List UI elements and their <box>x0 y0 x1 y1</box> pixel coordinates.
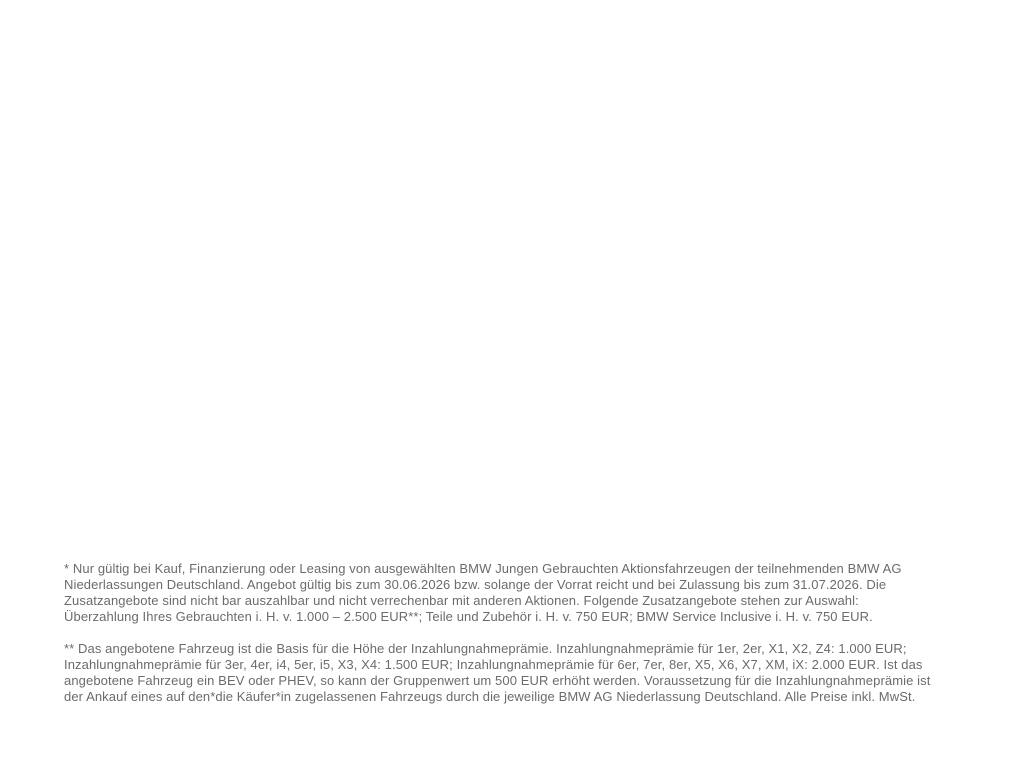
footnote-line: Niederlassungen Deutschland. Angebot gültig bis zum 30.06.2026 bzw. solange der Vorrat reicht und bei Zulassung bis zum 31.07.2026. Die <box>64 577 887 592</box>
footnote-line: angebotene Fahrzeug ein BEV oder PHEV, so kann der Gruppenwert um 500 EUR erhöht werden. Voraussetzung für die Inzahlungnahmeprämie ist <box>64 673 931 688</box>
footnote-line: ** Das angebotene Fahrzeug ist die Basis für die Höhe der Inzahlungnahmeprämie. Inzahlungnahmeprämie für 1er, 2er, X1, X2, Z4: 1.000 EUR; <box>64 641 907 656</box>
footnote-paragraph-trade-in-premium <box>64 641 974 705</box>
footnote-line: Überzahlung Ihres Gebrauchten i. H. v. 1.000 – 2.500 EUR**; Teile und Zubehör i. H. v. 750 EUR; BMW Service Inclusive i. H. v. 750 EUR. <box>64 609 873 624</box>
footnote-line: Inzahlungnahmeprämie für 3er, 4er, i4, 5er, i5, X3, X4: 1.500 EUR; Inzahlungnahmeprämie für 6er, 7er, 8er, X5, X6, X7, XM, iX: 2.000 EUR. Ist das <box>64 657 923 672</box>
footnote-line: * Nur gültig bei Kauf, Finanzierung oder Leasing von ausgewählten BMW Jungen Gebrauchten Aktionsfahrzeugen der teilnehmenden BMW AG <box>64 561 902 576</box>
disclaimer-footnotes <box>64 561 974 721</box>
footnote-line: Zusatzangebote sind nicht bar auszahlbar und nicht verrechenbar mit anderen Aktionen. Folgende Zusatzangebote stehen zur Auswahl: <box>64 593 859 608</box>
footnote-line: der Ankauf eines auf den*die Käufer*in zugelassenen Fahrzeugs durch die jeweilige BMW AG Niederlassung Deutschland. Alle Preise inkl. MwSt. <box>64 689 916 704</box>
footnote-paragraph-offer-conditions <box>64 561 974 625</box>
